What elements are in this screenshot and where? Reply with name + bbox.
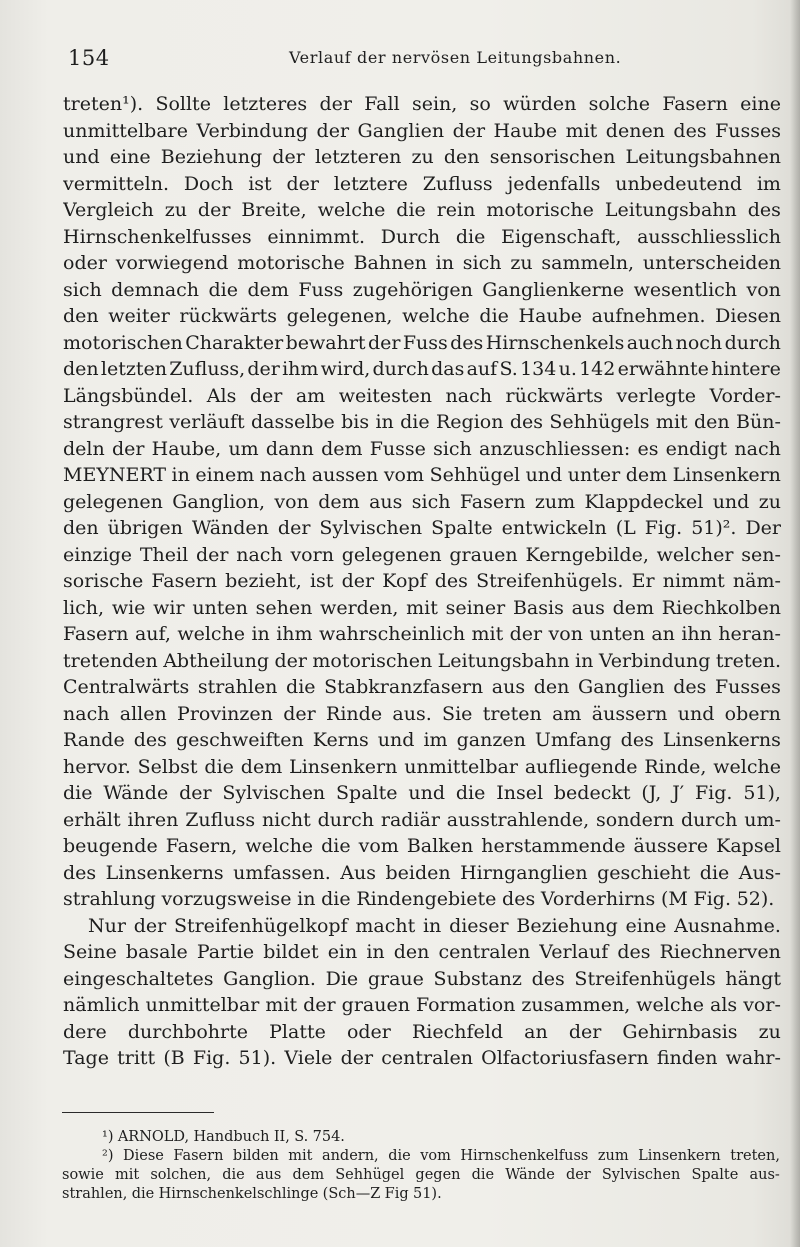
text-line: Centralwärts strahlen die Stabkranzfasern aus den Ganglien des Fusses	[63, 676, 781, 698]
text-line: treten¹). Sollte letzteres der Fall sein, so würden solche Fasern eine	[63, 93, 781, 115]
text-line: strangrest verläuft dasselbe bis in die Region des Sehhügels mit den Bün-	[63, 411, 781, 433]
footnote-line: ²) Diese Fasern bilden mit andern, die vom Hirnschenkelfuss zum Linsenkern treten,	[102, 1148, 780, 1164]
text-line: deln der Haube, um dann dem Fusse sich anzuschliessen: es endigt nach	[63, 437, 781, 460]
text-line: sich demnach die dem Fuss zugehörigen Ganglienkerne wesentlich von	[63, 278, 781, 301]
text-line: unmittelbare Verbindung der Ganglien der Haube mit denen des Fusses	[63, 119, 781, 142]
footnote-line: ¹) ARNOLD, Handbuch II, S. 754.	[102, 1129, 345, 1145]
body-text	[63, 91, 781, 1072]
page-edge-shadow	[790, 0, 800, 1247]
text-line: die Wände der Sylvischen Spalte und die Insel bedeckt (J, J′ Fig. 51),	[63, 782, 781, 804]
text-line: motorischen Charakter bewahrt der Fuss des Hirnschenkels auch noch durch	[63, 331, 781, 354]
text-line: Vergleich zu der Breite, welche die rein motorische Leitungsbahn des	[63, 199, 781, 221]
text-line: sorische Fasern bezieht, ist der Kopf des Streifenhügels. Er nimmt näm-	[63, 570, 781, 592]
text-line: Rande des geschweiften Kerns und im ganzen Umfang des Linsenkerns	[63, 729, 781, 751]
text-line: nämlich unmittelbar mit der grauen Formation zusammen, welche als vor-	[63, 994, 781, 1016]
running-title: Verlauf der nervösen Leitungsbahnen.	[289, 48, 622, 67]
text-line: beugende Fasern, welche die vom Balken herstammende äussere Kapsel	[63, 835, 781, 857]
text-line: hervor. Selbst die dem Linsenkern unmittelbar aufliegende Rinde, welche	[63, 755, 781, 778]
text-line: einzige Theil der nach vorn gelegenen grauen Kerngebilde, welcher sen-	[63, 543, 781, 566]
text-line: Hirnschenkelfusses einnimmt. Durch die Eigenschaft, ausschliesslich	[63, 225, 781, 248]
text-line: den letzten Zufluss, der ihm wird, durch das auf S. 134 u. 142 erwähnte hintere	[63, 358, 781, 380]
footnote-line: strahlen, die Hirnschenkelschlinge (Sch—Z Fig 51).	[62, 1186, 442, 1202]
text-line: den übrigen Wänden der Sylvischen Spalte entwickeln (L Fig. 51)². Der	[63, 517, 781, 539]
footnotes	[62, 1128, 780, 1204]
text-line: MEYNERT in einem nach aussen vom Sehhügel und unter dem Linsenkern	[63, 464, 781, 486]
page-number: 154	[68, 46, 110, 70]
footnote-divider	[62, 1112, 214, 1113]
text-line: Längsbündel. Als der am weitesten nach rückwärts verlegte Vorder-	[63, 384, 781, 407]
text-line: den weiter rückwärts gelegenen, welche die Haube aufnehmen. Diesen	[63, 305, 781, 327]
text-line: Fasern auf, welche in ihm wahrscheinlich mit der von unten an ihn heran-	[63, 623, 781, 645]
text-line: gelegenen Ganglion, von dem aus sich Fasern zum Klappdeckel und zu	[63, 490, 781, 513]
text-line: nach allen Provinzen der Rinde aus. Sie treten am äussern und obern	[63, 702, 781, 725]
text-line: und eine Beziehung der letzteren zu den sensorischen Leitungsbahnen	[63, 146, 781, 168]
text-line: vermitteln. Doch ist der letztere Zufluss jedenfalls unbedeutend im	[63, 172, 781, 195]
text-line: Seine basale Partie bildet ein in den centralen Verlauf des Riechnerven	[63, 941, 781, 963]
text-line: strahlung vorzugsweise in die Rindengebiete des Vorderhirns (M Fig. 52).	[63, 888, 775, 910]
footnote-line: sowie mit solchen, die aus dem Sehhügel gegen die Wände der Sylvischen Spalte aus-	[62, 1167, 780, 1183]
text-line: lich, wie wir unten sehen werden, mit seiner Basis aus dem Riechkolben	[63, 596, 781, 619]
page-header	[66, 42, 781, 72]
text-line: tretenden Abtheilung der motorischen Leitungsbahn in Verbindung treten.	[63, 649, 781, 672]
text-line: dere durchbohrte Platte oder Riechfeld an der Gehirnbasis zu	[63, 1020, 781, 1043]
text-line: Nur der Streifenhügelkopf macht in dieser Beziehung eine Ausnahme.	[88, 914, 781, 937]
text-line: oder vorwiegend motorische Bahnen in sich zu sammeln, unterscheiden	[63, 252, 781, 274]
text-line: eingeschaltetes Ganglion. Die graue Substanz des Streifenhügels hängt	[63, 967, 781, 990]
text-line: des Linsenkerns umfassen. Aus beiden Hirnganglien geschieht die Aus-	[63, 861, 781, 884]
text-line: erhält ihren Zufluss nicht durch radiär ausstrahlende, sondern durch um-	[63, 808, 781, 831]
text-line: Tage tritt (B Fig. 51). Viele der centralen Olfactoriusfasern finden wahr-	[63, 1047, 781, 1069]
